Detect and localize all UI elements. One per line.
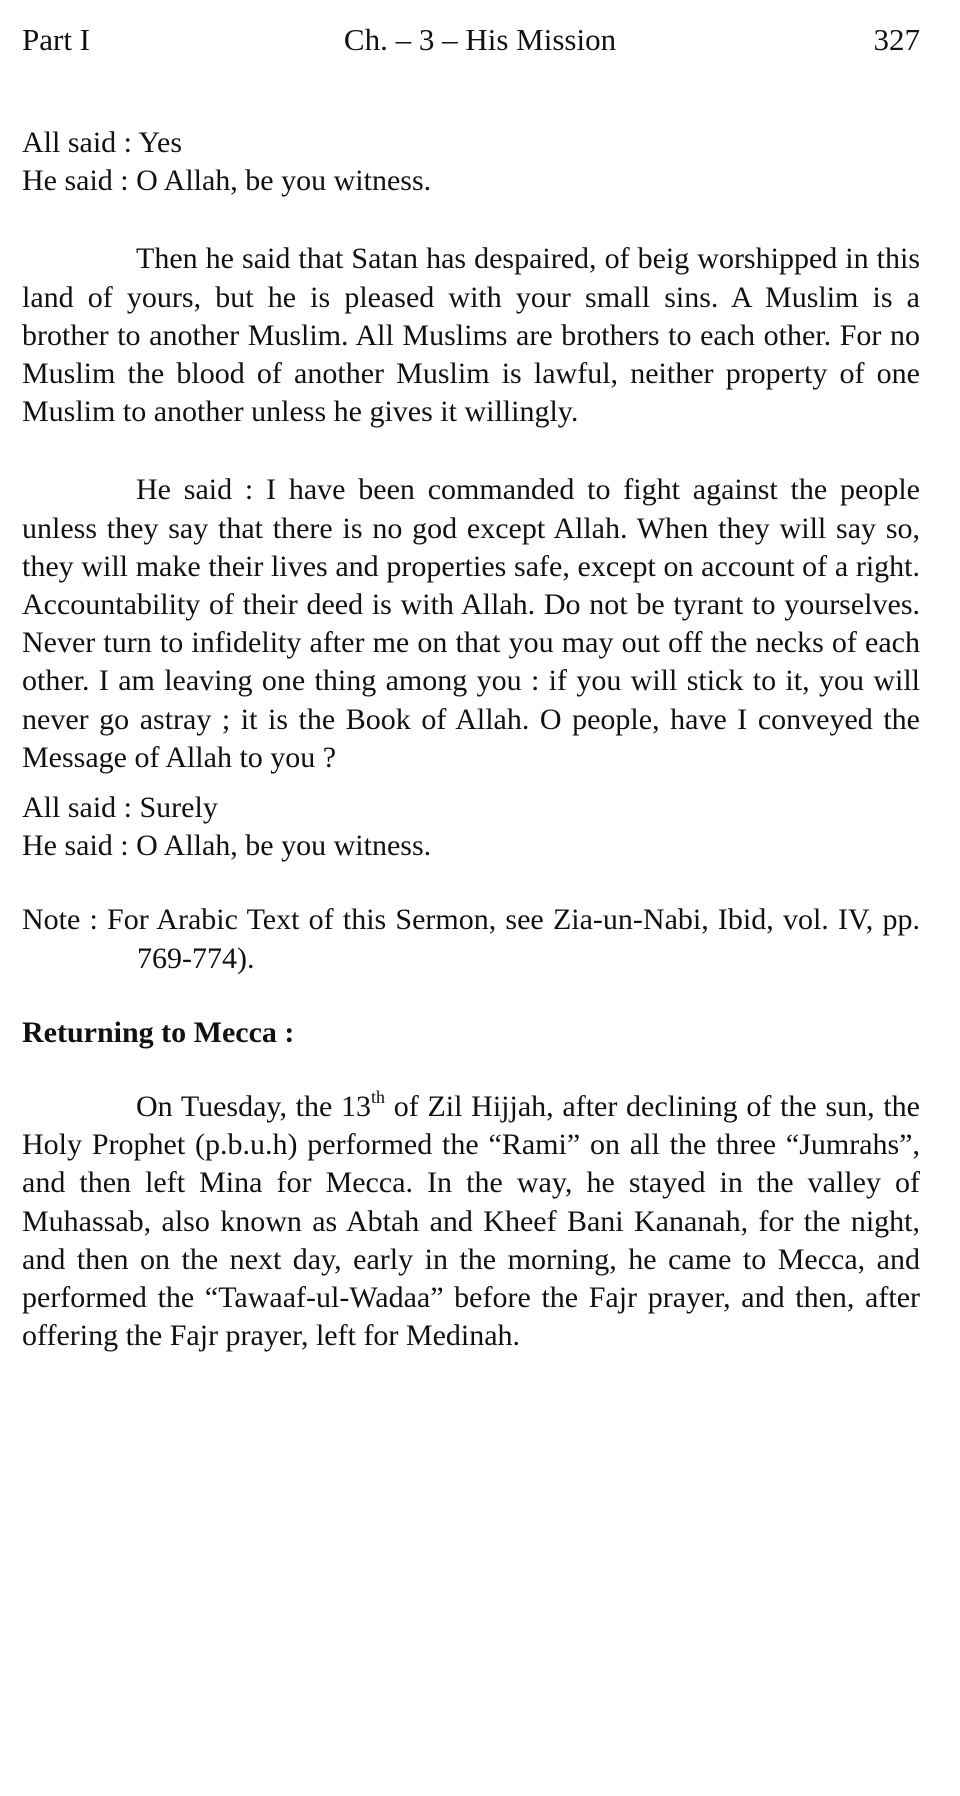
running-header — [22, 18, 920, 62]
dialog-line: He said : O Allah, be you witness. — [22, 164, 432, 198]
spacer — [22, 978, 920, 1014]
spacer — [22, 777, 920, 789]
page-body — [22, 124, 920, 1355]
spacer — [22, 200, 920, 240]
dialog-line: All said : Yes — [22, 126, 183, 159]
spacer — [22, 1052, 920, 1088]
ordinal-superscript: th — [371, 1087, 386, 1108]
spacer — [22, 431, 920, 471]
spacer — [22, 865, 920, 901]
paragraph-commanded-to-fight: He said : I have been commanded to fight against the people unless they say that there is no god except Allah. When they will say so, they will make their lives and properties safe, except on account of a right. Accountability of their deed is with Allah. Do not be tyrant to yourselves. Never turn to infidelity after me on that you may out off the necks of each other. I am leaving one thing among you : if you will stick to it, you will never go astray ; it is the Book of Allah. O people, have I conveyed the Message of Allah to you ? — [22, 473, 920, 774]
page-number: 327 — [873, 22, 920, 57]
paragraph-satan-despaired: Then he said that Satan has despaired, of beig worshipped in this land of yours, but he is pleased with your small sins. A Muslim is a brother to another Muslim. All Muslims are brothers to each other. For no Muslim the blood of another Muslim is lawful, neither property of one Muslim to another unless he gives it willingly. — [22, 242, 920, 429]
dialog-line: All said : Surely — [22, 791, 218, 825]
paragraph-text-rest: of Zil Hijjah, after declining of the sun, the Holy Prophet (p.b.u.h) performed the “Rami” on all the three “Jumrahs”, and then left Mina for Mecca. In the way, he stayed in the valley of Muhassab, also known as Abtah and Kheef Bani Kananah, for the night, and then on the next day, early in the morning, he came to Mecca, and performed the “Tawaaf-ul-Wadaa” before the Fajr prayer, and then, after offering the Fajr prayer, left for Medinah. — [22, 1090, 920, 1353]
part-label: Part I — [22, 22, 91, 57]
section-heading: Returning to Mecca : — [22, 1015, 295, 1049]
footnote: Note : For Arabic Text of this Sermon, see Zia-un-Nabi, Ibid, vol. IV, pp. 769-774). — [22, 903, 920, 975]
dialog-line: He said : O Allah, be you witness. — [22, 829, 432, 863]
chapter-title: Ch. – 3 – His Mission — [343, 22, 617, 57]
paragraph-text-start: On Tuesday, the 13 — [136, 1090, 372, 1124]
paragraph-returning-to-mecca — [22, 1088, 920, 1355]
